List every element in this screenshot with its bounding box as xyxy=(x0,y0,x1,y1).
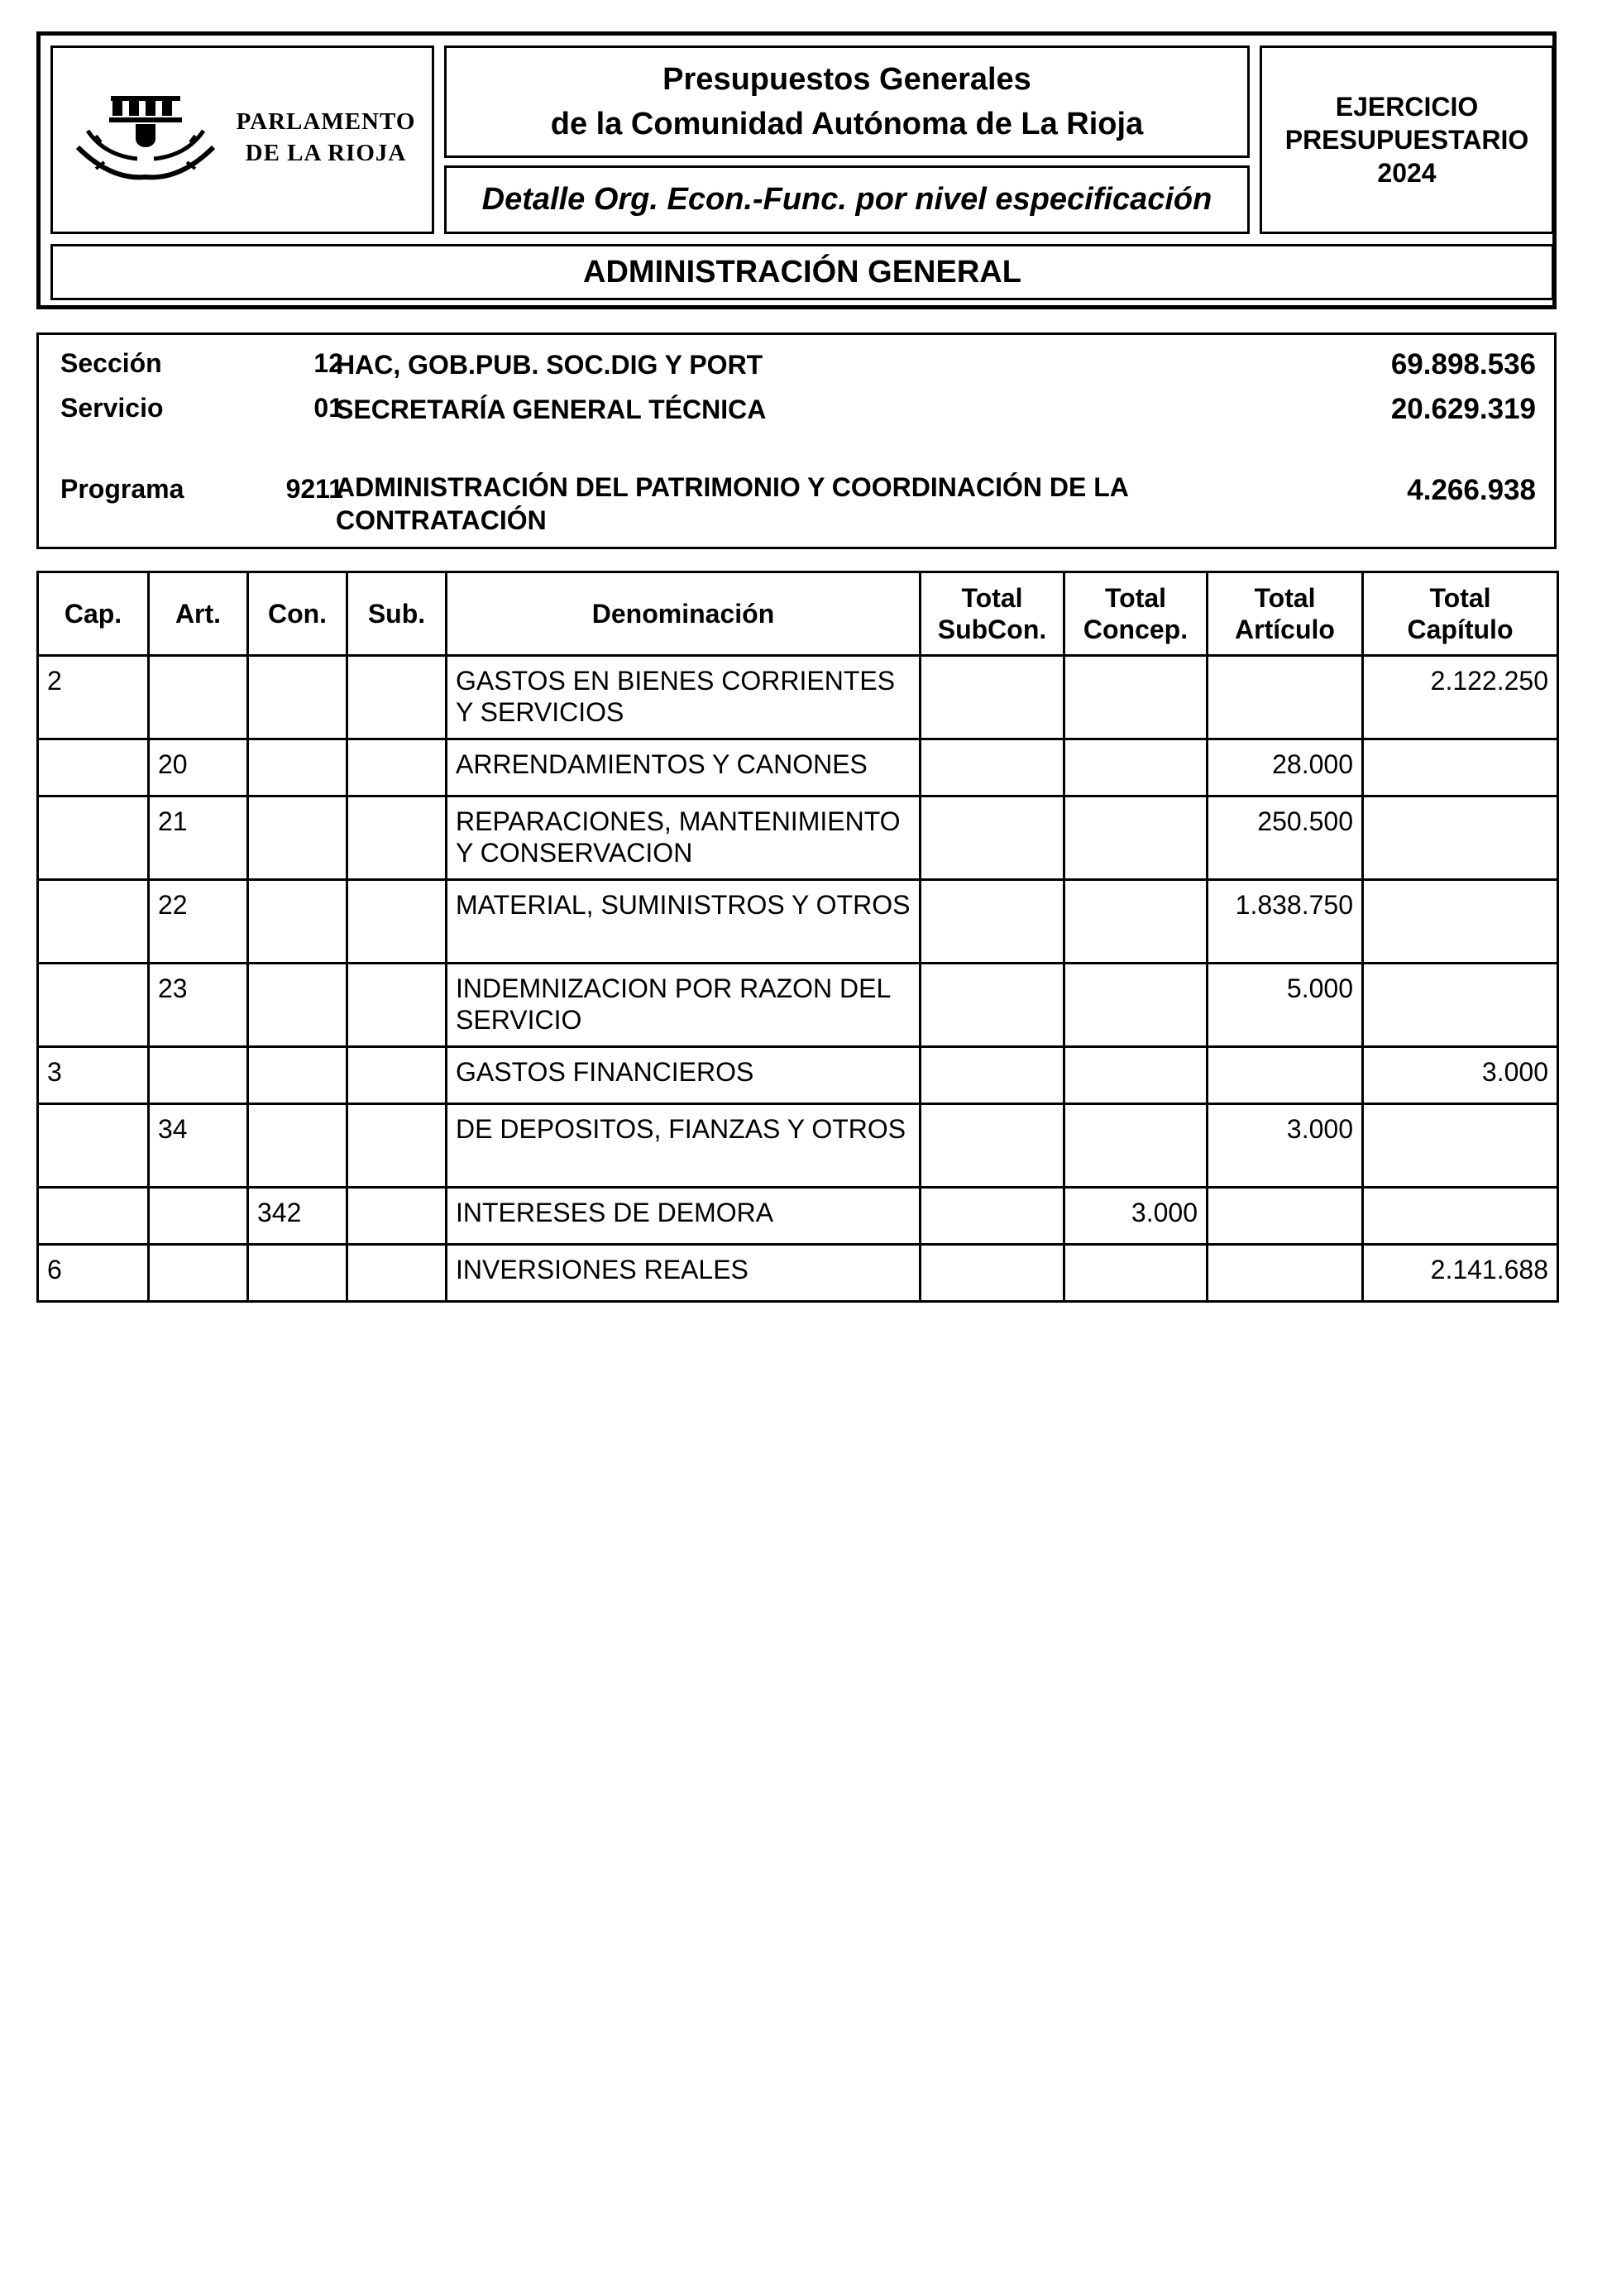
programa-name: ADMINISTRACIÓN DEL PATRIMONIO Y COORDINACIÓN DE LA CONTRATACIÓN xyxy=(336,472,1128,535)
section-info xyxy=(36,332,1557,549)
servicio-code: 01 xyxy=(313,393,343,423)
cell-cap xyxy=(38,1188,149,1245)
col-total-capitulo-line2: Capítulo xyxy=(1407,615,1514,644)
col-cap: Cap. xyxy=(38,572,149,656)
cell-denominacion: INTERESES DE DEMORA xyxy=(447,1188,921,1245)
cell-total-articulo xyxy=(1208,1188,1363,1245)
seccion-name: HAC, GOB.PUB. SOC.DIG Y PORT xyxy=(336,350,763,380)
cell-sub xyxy=(347,880,447,964)
organization-title xyxy=(50,244,1554,300)
cell-total-subcon xyxy=(921,1047,1064,1104)
cell-con xyxy=(248,1047,347,1104)
cell-art xyxy=(149,1188,248,1245)
cell-cap xyxy=(38,880,149,964)
col-art: Art. xyxy=(149,572,248,656)
cell-denominacion: INVERSIONES REALES xyxy=(447,1245,921,1302)
cell-cap: 3 xyxy=(38,1047,149,1104)
col-total-subcon xyxy=(921,572,1064,656)
cell-art xyxy=(149,1047,248,1104)
cell-denominacion: ARRENDAMIENTOS Y CANONES xyxy=(447,739,921,796)
cell-total-articulo xyxy=(1208,1047,1363,1104)
cell-total-capitulo xyxy=(1363,1104,1558,1188)
table-header-row xyxy=(38,572,1558,656)
cell-art: 21 xyxy=(149,796,248,880)
exercise-year: 2024 xyxy=(1377,158,1437,188)
cell-art: 20 xyxy=(149,739,248,796)
parliament-name xyxy=(227,106,425,169)
cell-total-concep xyxy=(1064,656,1208,739)
col-total-concep-line1: Total xyxy=(1104,583,1167,613)
cell-sub xyxy=(347,1245,447,1302)
cell-total-capitulo xyxy=(1363,796,1558,880)
cell-total-concep xyxy=(1064,1245,1208,1302)
table-row xyxy=(38,739,1558,796)
col-sub: Sub. xyxy=(347,572,447,656)
cell-sub xyxy=(347,656,447,739)
col-total-capitulo-line1: Total xyxy=(1429,583,1491,613)
cell-total-concep xyxy=(1064,739,1208,796)
programa-amount: 4.266.938 xyxy=(1407,474,1536,506)
col-total-articulo-line2: Artículo xyxy=(1235,615,1335,644)
seccion-amount: 69.898.536 xyxy=(1390,348,1536,380)
cell-cap xyxy=(38,796,149,880)
cell-denominacion: INDEMNIZACION POR RAZON DEL SERVICIO xyxy=(447,964,921,1047)
cell-total-concep: 3.000 xyxy=(1064,1188,1208,1245)
cell-total-articulo: 3.000 xyxy=(1208,1104,1363,1188)
cell-denominacion: MATERIAL, SUMINISTROS Y OTROS xyxy=(447,880,921,964)
cell-total-concep xyxy=(1064,880,1208,964)
exercise-line2: PRESUPUESTARIO xyxy=(1284,125,1529,155)
cell-denominacion: DE DEPOSITOS, FIANZAS Y OTROS xyxy=(447,1104,921,1188)
servicio-name: SECRETARÍA GENERAL TÉCNICA xyxy=(336,395,767,424)
cell-con xyxy=(248,964,347,1047)
servicio-label: Servicio xyxy=(60,393,164,423)
col-total-subcon-line1: Total xyxy=(961,583,1023,613)
cell-con: 342 xyxy=(248,1188,347,1245)
cell-total-capitulo xyxy=(1363,739,1558,796)
cell-total-capitulo: 2.141.688 xyxy=(1363,1245,1558,1302)
cell-total-subcon xyxy=(921,656,1064,739)
cell-con xyxy=(248,1245,347,1302)
table-row xyxy=(38,964,1558,1047)
cell-total-concep xyxy=(1064,796,1208,880)
document-subtitle xyxy=(444,165,1250,234)
document-header xyxy=(36,31,1557,309)
exercise-line1: EJERCICIO xyxy=(1335,92,1479,122)
cell-total-subcon xyxy=(921,880,1064,964)
cell-sub xyxy=(347,1047,447,1104)
organization-text: ADMINISTRACIÓN GENERAL xyxy=(583,254,1021,289)
subtitle-text: Detalle Org. Econ.-Func. por nivel especificación xyxy=(481,182,1212,217)
programa-code: 9211 xyxy=(285,474,343,504)
cell-cap: 2 xyxy=(38,656,149,739)
cell-total-articulo: 250.500 xyxy=(1208,796,1363,880)
cell-sub xyxy=(347,1188,447,1245)
cell-sub xyxy=(347,1104,447,1188)
col-total-concep-line2: Concep. xyxy=(1083,615,1189,644)
parliament-emblem-icon xyxy=(71,89,220,189)
cell-art xyxy=(149,656,248,739)
cell-total-concep xyxy=(1064,964,1208,1047)
col-total-subcon-line2: SubCon. xyxy=(937,615,1047,644)
cell-total-articulo xyxy=(1208,656,1363,739)
cell-total-capitulo: 2.122.250 xyxy=(1363,656,1558,739)
cell-con xyxy=(248,656,347,739)
cell-denominacion: GASTOS EN BIENES CORRIENTES Y SERVICIOS xyxy=(447,656,921,739)
seccion-label: Sección xyxy=(60,348,162,378)
cell-cap xyxy=(38,739,149,796)
cell-total-subcon xyxy=(921,1188,1064,1245)
col-total-articulo-line1: Total xyxy=(1254,583,1316,613)
table-row xyxy=(38,1188,1558,1245)
document-title xyxy=(444,45,1250,158)
col-con: Con. xyxy=(248,572,347,656)
cell-cap: 6 xyxy=(38,1245,149,1302)
cell-con xyxy=(248,880,347,964)
cell-art: 22 xyxy=(149,880,248,964)
seccion-code: 12 xyxy=(313,348,343,378)
logo-line1: PARLAMENTO xyxy=(236,108,416,135)
programa-label: Programa xyxy=(60,474,184,504)
cell-art xyxy=(149,1245,248,1302)
table-row xyxy=(38,880,1558,964)
cell-total-articulo: 1.838.750 xyxy=(1208,880,1363,964)
cell-denominacion: GASTOS FINANCIEROS xyxy=(447,1047,921,1104)
cell-total-capitulo xyxy=(1363,880,1558,964)
table-row xyxy=(38,1104,1558,1188)
cell-sub xyxy=(347,964,447,1047)
table-row xyxy=(38,796,1558,880)
cell-total-concep xyxy=(1064,1104,1208,1188)
cell-con xyxy=(248,739,347,796)
cell-total-subcon xyxy=(921,1245,1064,1302)
budget-year-block xyxy=(1260,45,1554,234)
logo-block xyxy=(50,45,434,234)
cell-total-capitulo: 3.000 xyxy=(1363,1047,1558,1104)
cell-total-concep xyxy=(1064,1047,1208,1104)
cell-total-capitulo xyxy=(1363,964,1558,1047)
cell-cap xyxy=(38,964,149,1047)
cell-total-subcon xyxy=(921,739,1064,796)
cell-total-articulo: 28.000 xyxy=(1208,739,1363,796)
col-total-concep xyxy=(1064,572,1208,656)
title-line2: de la Comunidad Autónoma de La Rioja xyxy=(550,107,1144,141)
table-row xyxy=(38,1245,1558,1302)
cell-sub xyxy=(347,739,447,796)
col-total-capitulo xyxy=(1363,572,1558,656)
cell-total-subcon xyxy=(921,796,1064,880)
cell-con xyxy=(248,796,347,880)
cell-con xyxy=(248,1104,347,1188)
table-row xyxy=(38,1047,1558,1104)
cell-art: 34 xyxy=(149,1104,248,1188)
cell-sub xyxy=(347,796,447,880)
title-line1: Presupuestos Generales xyxy=(662,62,1031,97)
cell-total-articulo: 5.000 xyxy=(1208,964,1363,1047)
col-denominacion: Denominación xyxy=(447,572,921,656)
cell-total-subcon xyxy=(921,1104,1064,1188)
cell-art: 23 xyxy=(149,964,248,1047)
cell-total-articulo xyxy=(1208,1245,1363,1302)
budget-table xyxy=(36,571,1559,1303)
col-total-articulo xyxy=(1208,572,1363,656)
cell-cap xyxy=(38,1104,149,1188)
cell-total-subcon xyxy=(921,964,1064,1047)
servicio-amount: 20.629.319 xyxy=(1390,393,1536,425)
logo-line2: DE LA RIOJA xyxy=(245,140,407,166)
table-row xyxy=(38,656,1558,739)
cell-total-capitulo xyxy=(1363,1188,1558,1245)
cell-denominacion: REPARACIONES, MANTENIMIENTO Y CONSERVACION xyxy=(447,796,921,880)
